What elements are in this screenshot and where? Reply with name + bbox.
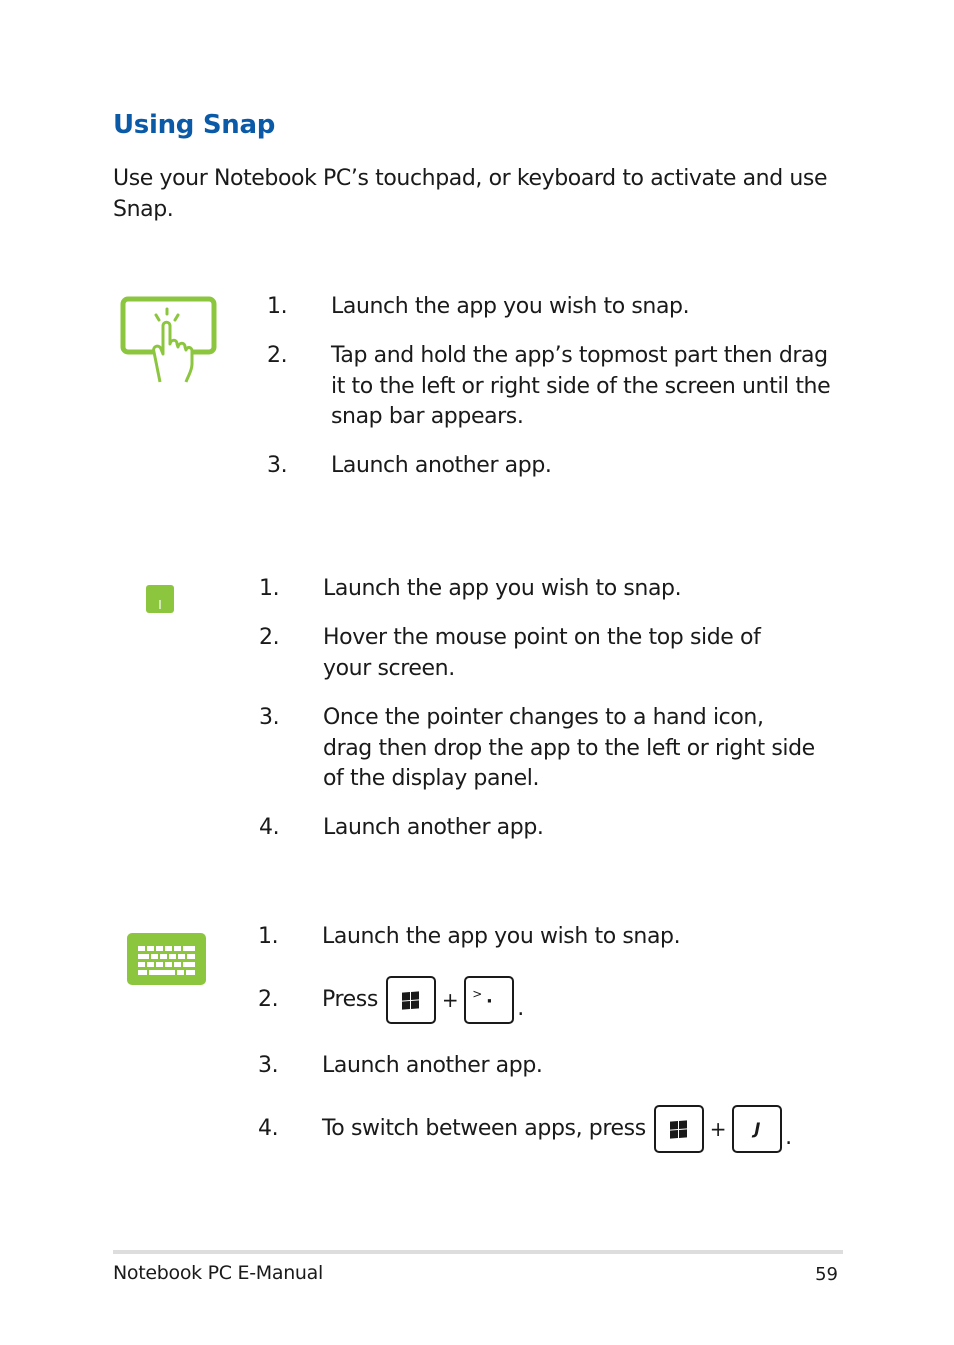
key-top-label: > — [472, 987, 482, 1001]
step-number: 2. — [267, 343, 288, 368]
step-number: 3. — [267, 453, 288, 478]
list-item — [259, 574, 839, 623]
list-item — [267, 292, 842, 341]
mouse-steps — [259, 574, 839, 844]
touchscreen-tap-icon — [120, 296, 218, 386]
step-number: 4. — [258, 1115, 279, 1141]
step-number: 3. — [258, 1053, 279, 1078]
windows-key — [386, 976, 436, 1024]
list-item — [267, 451, 842, 482]
step-text: Tap and hold the app’s topmost part then drag it to the left or right side of the screen until the snap bar appears. — [331, 343, 831, 429]
step-text: Hover the mouse point on the top side of your screen. — [323, 625, 761, 681]
step-number: 4. — [259, 815, 280, 840]
step-text: Press — [322, 986, 378, 1012]
list-item — [259, 813, 839, 844]
step-text: Launch the app you wish to snap. — [331, 294, 690, 319]
keyboard-icon — [127, 933, 206, 985]
footer-divider — [113, 1250, 843, 1254]
period-key — [464, 976, 514, 1024]
step-number: 1. — [258, 924, 279, 949]
touchpad-icon — [146, 585, 174, 613]
step-text: Launch another app. — [323, 815, 544, 840]
intro-paragraph: Use your Notebook PC’s touchpad, or keyboard to activate and use Snap. — [113, 166, 828, 222]
windows-logo-icon — [670, 1120, 687, 1138]
windows-logo-icon — [402, 991, 419, 1009]
touch-steps — [267, 292, 842, 482]
step-number: 2. — [259, 625, 280, 650]
list-item — [267, 341, 842, 451]
footer-manual-title: Notebook PC E-Manual — [113, 1262, 323, 1284]
step-text: Launch another app. — [331, 453, 552, 478]
step-number: 3. — [259, 705, 280, 730]
step-number: 1. — [267, 294, 288, 319]
step-text: Launch the app you wish to snap. — [322, 924, 681, 949]
step-number: 1. — [259, 576, 280, 601]
step-number: 2. — [258, 986, 279, 1012]
list-item — [259, 703, 839, 813]
keyboard-steps — [258, 922, 838, 1153]
j-key — [732, 1105, 782, 1153]
plus-sign: + — [709, 1116, 727, 1141]
step-text: Launch the app you wish to snap. — [323, 576, 682, 601]
key-main-label: J — [754, 1118, 760, 1138]
list-item — [258, 1051, 838, 1105]
step-text: Once the pointer changes to a hand icon, drag then drop the app to the left or right side of the display panel. — [323, 705, 815, 791]
step-text: To switch between apps, press — [322, 1115, 646, 1141]
list-item — [258, 922, 838, 976]
plus-sign: + — [441, 987, 459, 1012]
key-main-label: · — [486, 990, 493, 1012]
step-end: . — [517, 995, 524, 1021]
step-text: Launch another app. — [322, 1053, 543, 1078]
list-item — [258, 976, 838, 1051]
section-title: Using Snap — [113, 110, 276, 140]
windows-key — [654, 1105, 704, 1153]
page-number: 59 — [815, 1264, 838, 1285]
list-item — [258, 1105, 838, 1153]
list-item — [259, 623, 839, 703]
step-end: . — [785, 1124, 792, 1150]
